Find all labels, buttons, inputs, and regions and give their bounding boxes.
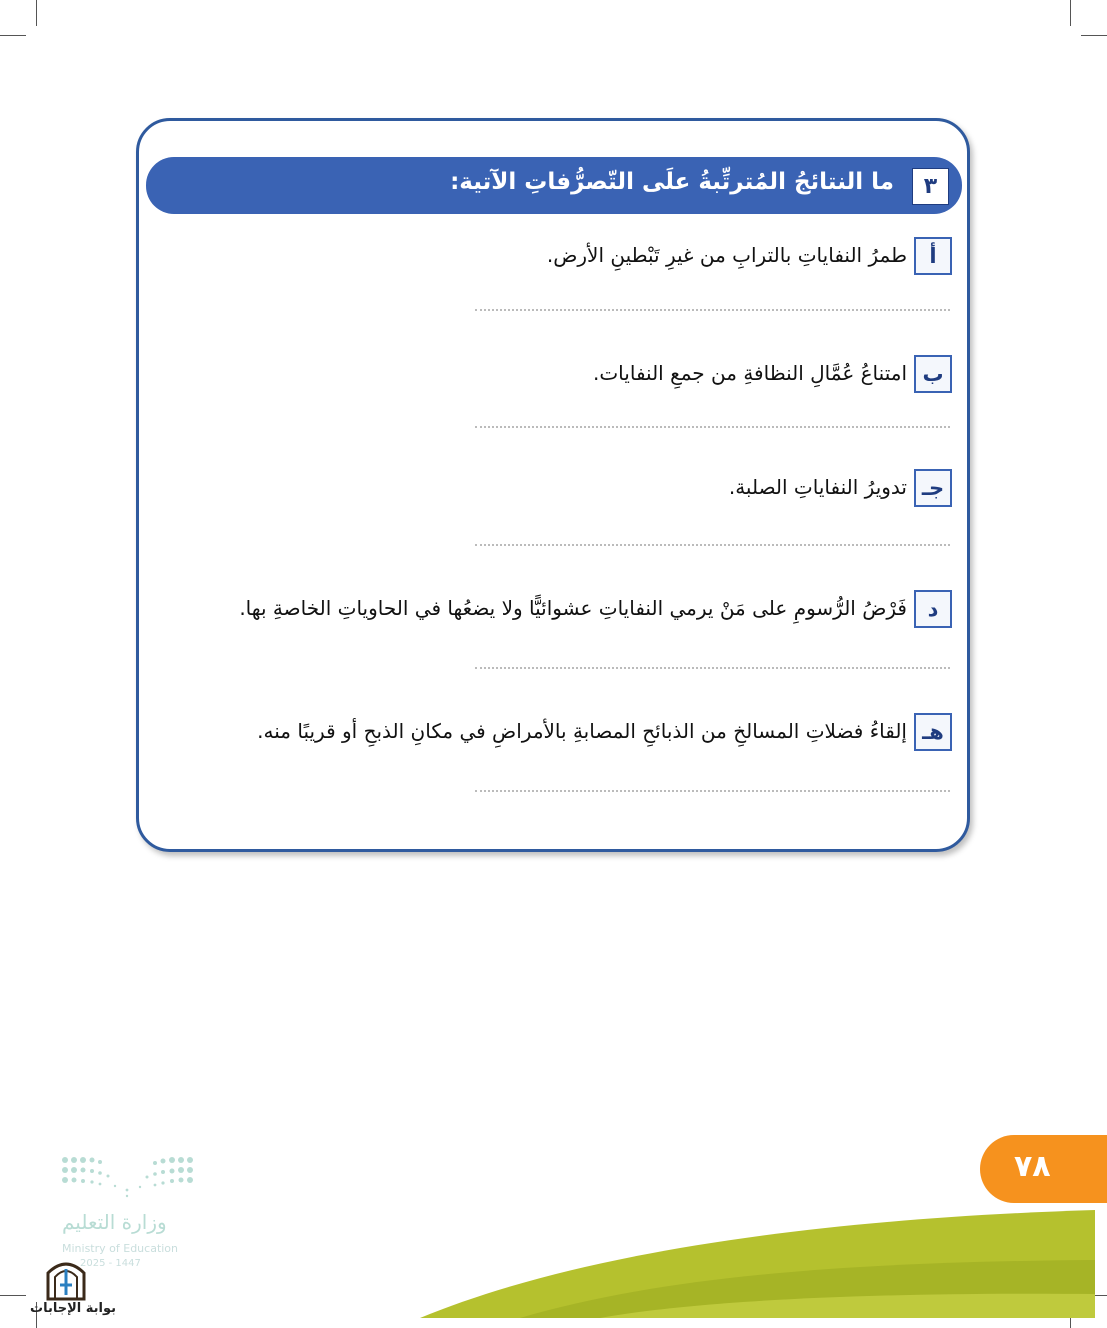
- item-letter: أ: [914, 237, 952, 275]
- ministry-name-en: Ministry of Education: [62, 1242, 179, 1255]
- answer-line[interactable]: [475, 667, 950, 669]
- item-letter: ب: [914, 355, 952, 393]
- question-header: [146, 157, 962, 214]
- list-item: [152, 590, 952, 630]
- crop-mark: [1070, 0, 1071, 26]
- question-text: ما النتائجُ المُترتِّبةُ علَى التّصرُّفاتِ الآتية:: [450, 169, 894, 195]
- item-letter: جـ: [914, 469, 952, 507]
- item-text: تدويرُ النفاياتِ الصلبة.: [728, 475, 907, 499]
- list-item: [152, 237, 952, 277]
- crop-mark: [0, 35, 26, 36]
- list-item: [152, 469, 952, 509]
- ministry-name-ar: وزارة التعليم: [62, 1210, 167, 1234]
- crop-mark: [36, 0, 37, 26]
- item-letter: د: [914, 590, 952, 628]
- answer-line[interactable]: [475, 790, 950, 792]
- item-text: إلقاءُ فضلاتِ المسالخِ من الذبائحِ المصابةِ بالأمراضِ في مكانِ الذبحِ أو قريبًا منه.: [257, 719, 907, 743]
- item-text: طمرُ النفاياتِ بالترابِ من غيرِ تَبْطينِ الأرض.: [546, 243, 907, 267]
- ministry-logo-icon: [55, 1150, 205, 1210]
- page-number: ٧٨: [1014, 1149, 1051, 1184]
- answer-line[interactable]: [475, 544, 950, 546]
- question-number: ٣: [912, 168, 949, 205]
- answer-line[interactable]: [475, 426, 950, 428]
- item-text: فَرْضُ الرُّسومِ على مَنْ يرمي النفاياتِ عشوائيًّا ولا يضعُها في الحاوياتِ الخاصةِ بها.: [239, 596, 907, 620]
- item-text: امتناعُ عُمَّالِ النظافةِ من جمعِ النفايات.: [593, 361, 907, 385]
- page-number-badge: [980, 1135, 1107, 1203]
- item-letter: هـ: [914, 713, 952, 751]
- crop-mark: [1081, 35, 1107, 36]
- edition-year: 2025 - 1447: [80, 1258, 141, 1269]
- watermark-text: بوابة الإجابات: [30, 1301, 116, 1316]
- list-item: [152, 713, 952, 753]
- answer-line[interactable]: [475, 309, 950, 311]
- list-item: [152, 355, 952, 395]
- watermark-logo-icon: [28, 1255, 104, 1301]
